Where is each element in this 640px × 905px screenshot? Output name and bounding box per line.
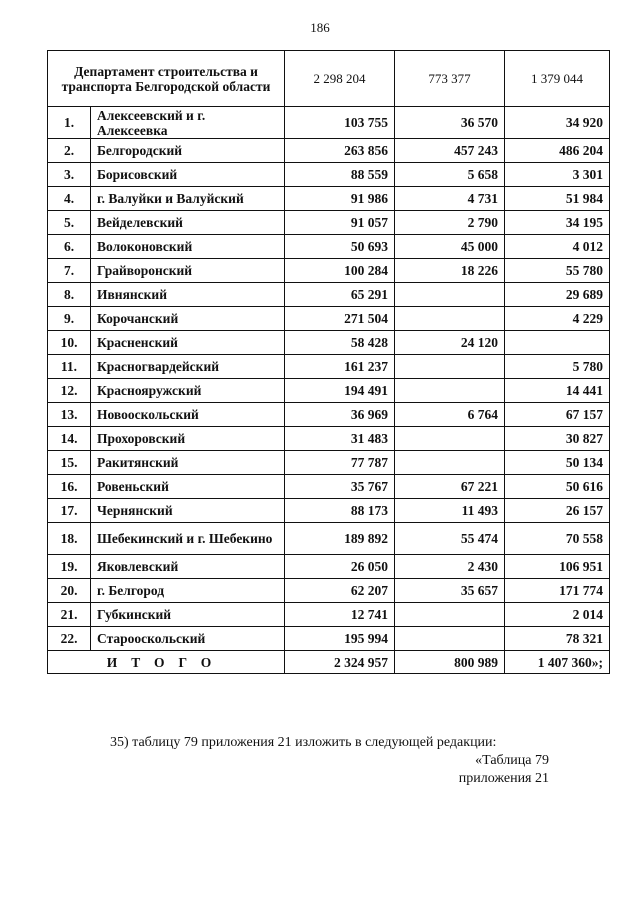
row-number: 22. (48, 627, 91, 651)
district-name: Красненский (91, 331, 285, 355)
total-value-1: 2 324 957 (285, 651, 395, 674)
row-number: 3. (48, 163, 91, 187)
value-1: 77 787 (285, 451, 395, 475)
value-2: 2 790 (395, 211, 505, 235)
value-2: 11 493 (395, 499, 505, 523)
total-value-2: 800 989 (395, 651, 505, 674)
row-number: 14. (48, 427, 91, 451)
value-3: 106 951 (505, 555, 610, 579)
total-label: ИТОГО (48, 651, 285, 674)
value-1: 12 741 (285, 603, 395, 627)
district-name: Ракитянский (91, 451, 285, 475)
district-name: Шебекинский и г. Шебекино (91, 523, 285, 555)
value-3: 5 780 (505, 355, 610, 379)
value-2: 18 226 (395, 259, 505, 283)
row-number: 9. (48, 307, 91, 331)
district-name: Новооскольский (91, 403, 285, 427)
table-row (48, 187, 610, 211)
table-row (48, 451, 610, 475)
value-1: 36 969 (285, 403, 395, 427)
row-number: 19. (48, 555, 91, 579)
row-number: 8. (48, 283, 91, 307)
value-3: 486 204 (505, 139, 610, 163)
value-1: 161 237 (285, 355, 395, 379)
value-2 (395, 355, 505, 379)
district-name: Красногвардейский (91, 355, 285, 379)
value-1: 263 856 (285, 139, 395, 163)
value-1: 91 057 (285, 211, 395, 235)
total-value-3: 1 407 360»; (505, 651, 610, 674)
value-1: 88 173 (285, 499, 395, 523)
department-name: Департамент строительства и транспорта Белгородской области (48, 51, 285, 107)
district-name: Ивнянский (91, 283, 285, 307)
table-row (48, 163, 610, 187)
value-1: 58 428 (285, 331, 395, 355)
district-name: Алексеевский и г. Алексеевка (91, 107, 285, 139)
value-3: 3 301 (505, 163, 610, 187)
district-name: г. Белгород (91, 579, 285, 603)
value-1: 100 284 (285, 259, 395, 283)
row-number: 2. (48, 139, 91, 163)
district-name: Грайворонский (91, 259, 285, 283)
amendment-text: 35) таблицу 79 приложения 21 изложить в следующей редакции: (110, 735, 497, 750)
header-value-2: 773 377 (395, 51, 505, 107)
district-name: Волоконовский (91, 235, 285, 259)
table-row (48, 427, 610, 451)
row-number: 10. (48, 331, 91, 355)
district-name: Краснояружский (91, 379, 285, 403)
table-row (48, 523, 610, 555)
value-3: 171 774 (505, 579, 610, 603)
value-1: 26 050 (285, 555, 395, 579)
value-3: 26 157 (505, 499, 610, 523)
value-3: 34 920 (505, 107, 610, 139)
value-1: 88 559 (285, 163, 395, 187)
district-name: Прохоровский (91, 427, 285, 451)
district-name: г. Валуйки и Валуйский (91, 187, 285, 211)
value-2 (395, 627, 505, 651)
row-number: 13. (48, 403, 91, 427)
value-2 (395, 451, 505, 475)
value-1: 103 755 (285, 107, 395, 139)
district-name: Белгородский (91, 139, 285, 163)
table-row (48, 475, 610, 499)
value-2: 45 000 (395, 235, 505, 259)
value-3: 51 984 (505, 187, 610, 211)
value-1: 35 767 (285, 475, 395, 499)
value-1: 31 483 (285, 427, 395, 451)
value-3: 70 558 (505, 523, 610, 555)
table-row (48, 235, 610, 259)
row-number: 6. (48, 235, 91, 259)
value-3 (505, 331, 610, 355)
table-row (48, 555, 610, 579)
value-1: 65 291 (285, 283, 395, 307)
value-3: 50 134 (505, 451, 610, 475)
value-3: 67 157 (505, 403, 610, 427)
table-row (48, 379, 610, 403)
row-number: 11. (48, 355, 91, 379)
appendix-reference: приложения 21 (458, 771, 549, 786)
value-1: 194 491 (285, 379, 395, 403)
value-2: 67 221 (395, 475, 505, 499)
value-3: 4 012 (505, 235, 610, 259)
value-3: 4 229 (505, 307, 610, 331)
row-number: 18. (48, 523, 91, 555)
table-row (48, 499, 610, 523)
table-row (48, 283, 610, 307)
district-name: Старооскольский (91, 627, 285, 651)
value-2 (395, 379, 505, 403)
district-name: Яковлевский (91, 555, 285, 579)
row-number: 12. (48, 379, 91, 403)
value-2: 35 657 (395, 579, 505, 603)
table-header-row (48, 51, 610, 107)
district-name: Губкинский (91, 603, 285, 627)
value-3: 34 195 (505, 211, 610, 235)
table-row (48, 331, 610, 355)
row-number: 20. (48, 579, 91, 603)
total-row (48, 651, 610, 674)
district-name: Борисовский (91, 163, 285, 187)
value-1: 189 892 (285, 523, 395, 555)
value-1: 271 504 (285, 307, 395, 331)
value-2: 6 764 (395, 403, 505, 427)
table-row (48, 603, 610, 627)
district-name: Ровеньский (91, 475, 285, 499)
table-row (48, 211, 610, 235)
value-2: 4 731 (395, 187, 505, 211)
row-number: 21. (48, 603, 91, 627)
row-number: 7. (48, 259, 91, 283)
value-2: 24 120 (395, 331, 505, 355)
row-number: 1. (48, 107, 91, 139)
value-2 (395, 603, 505, 627)
row-number: 15. (48, 451, 91, 475)
row-number: 17. (48, 499, 91, 523)
value-2 (395, 283, 505, 307)
value-2: 36 570 (395, 107, 505, 139)
value-3: 50 616 (505, 475, 610, 499)
value-3: 29 689 (505, 283, 610, 307)
table-row (48, 403, 610, 427)
district-name: Корочанский (91, 307, 285, 331)
value-3: 30 827 (505, 427, 610, 451)
table-row (48, 107, 610, 139)
table-row (48, 139, 610, 163)
value-3: 78 321 (505, 627, 610, 651)
value-3: 14 441 (505, 379, 610, 403)
value-1: 195 994 (285, 627, 395, 651)
value-2 (395, 427, 505, 451)
table-row (48, 259, 610, 283)
value-1: 50 693 (285, 235, 395, 259)
value-1: 62 207 (285, 579, 395, 603)
value-2: 2 430 (395, 555, 505, 579)
page-number: 186 (310, 20, 330, 35)
value-1: 91 986 (285, 187, 395, 211)
row-number: 16. (48, 475, 91, 499)
table-row (48, 307, 610, 331)
value-3: 55 780 (505, 259, 610, 283)
row-number: 5. (48, 211, 91, 235)
value-3: 2 014 (505, 603, 610, 627)
value-2: 457 243 (395, 139, 505, 163)
value-2: 55 474 (395, 523, 505, 555)
row-number: 4. (48, 187, 91, 211)
budget-table (47, 50, 610, 674)
value-2 (395, 307, 505, 331)
table-row (48, 355, 610, 379)
value-2: 5 658 (395, 163, 505, 187)
header-value-3: 1 379 044 (505, 51, 610, 107)
table-reference: «Таблица 79 (475, 753, 549, 768)
table-row (48, 627, 610, 651)
table-row (48, 579, 610, 603)
header-value-1: 2 298 204 (285, 51, 395, 107)
district-name: Чернянский (91, 499, 285, 523)
district-name: Вейделевский (91, 211, 285, 235)
